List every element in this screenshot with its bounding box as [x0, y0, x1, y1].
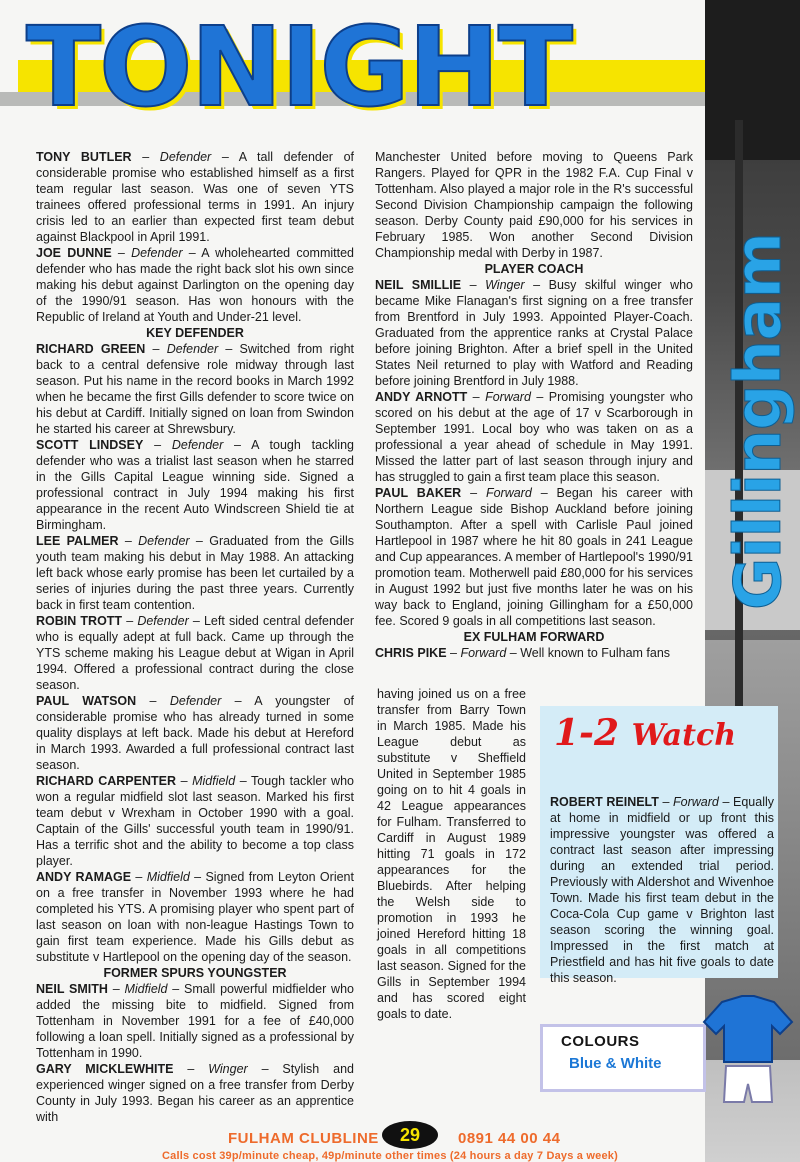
player-bio: Small powerful midfielder who added the missing bite to midfield. Signed from Tottenham in November 1991 for a fee of £40,000 following a loan spell. Initially signed as a professional by Tottenham in 1990.: [36, 982, 354, 1060]
player-position: Defender: [138, 534, 190, 548]
watch-heading-number: 1-2: [554, 712, 620, 754]
player-bio: Tough tackler who won a regular midfield slot last season. Marked his first team debut v Wrexham in October 1990 with a goal. Captain of the Gills' successful youth team in 1990/91. Has a terrific shot and the ability to become a top class player.: [36, 774, 354, 868]
player-entry: ROBIN TROTT – Defender – Left sided central defender who is equally adept at full back. Came up through the YTS scheme making his League debut at Wigan in April 1994. Offered a professional contract during the close season.: [36, 614, 354, 692]
player-bio: A youngster of considerable promise who has already turned in some quality displays at left back. Made his debut at Hereford in March 1993. Awarded a full professional contract last season.: [36, 694, 354, 772]
column-narrow: [377, 686, 526, 1022]
call-charges-note: Calls cost 39p/minute cheap, 49p/minute other times (24 hours a day 7 Days a week): [162, 1150, 618, 1162]
player-entry: CHRIS PIKE – Forward – Well known to Fulham fans: [375, 646, 671, 660]
player-bio: Stylish and experienced winger signed on a free transfer from Derby County in July 1993. Began his career as an apprentice with: [36, 1062, 354, 1124]
player-name: CHRIS PIKE: [375, 646, 447, 660]
player-name: PAUL BAKER: [375, 486, 462, 500]
player-bio: Began his career with Northern League side Bishop Auckland before joining Southampton. After a spell with Carlisle Paul joined Hartlepool in 1987 where he hit 80 goals in 241 League and Cup appearances. A member of Hartlepool's 1990/91 promotion team. Motherwell paid £80,000 for his services in August 1992 but just five months later he was on his way back to England, joining Gillingham for a £50,000 fee. Scored 9 goals in all competitions last season.: [375, 486, 693, 628]
player-position: Midfield: [124, 982, 168, 996]
player-bio: Equally at home in midfield or up front this impressive youngster was offered a contract last season after impressing during an extended trial period. Previously with Aldershot and Wivenhoe Town. Made his first team debut in the Coca-Cola Cup game v Brighton last season scoring the winning goal. Impressed in the first match at Priestfield and has hit five goals to date this season.: [550, 795, 774, 985]
player-bio: A wholehearted committed defender who has made the right back slot his own since making his debut against Darlington on the opening day of the 1990/91 season. Has won honours with the Republic of Ireland at Youth and Under-21 level.: [36, 246, 355, 324]
player-position: Winger: [485, 278, 525, 292]
player-position: Midfield: [192, 774, 236, 788]
player-position: Forward: [485, 486, 532, 500]
player-name: RICHARD GREEN: [36, 342, 146, 356]
player-entry: ANDY ARNOTT – Forward – Promising youngster who scored on his debut at the age of 17 v Scarborough in September 1991. Local boy who was taken on as a professional a year ahead of schedule in May 1991. Missed the latter part of last season through injury and has struggled to gain a first team place this season.: [375, 390, 694, 484]
player-name: ANDY ARNOTT: [375, 390, 468, 404]
player-name: NEIL SMITH: [36, 982, 108, 996]
colours-label: COLOURS: [561, 1033, 640, 1050]
player-bio: Promising youngster who scored on his debut at the age of 17 v Scarborough in September 1991. Local boy who was taken on as a professional a year ahead of schedule in May 1991. Missed the latter part of last season through injury and has struggled to gain a first team place this season.: [375, 390, 694, 484]
player-position: Defender: [166, 342, 219, 356]
player-position: Forward: [485, 390, 531, 404]
player-position: Defender: [137, 614, 189, 628]
player-name: JOE DUNNE: [36, 246, 112, 260]
continued-text: having joined us on a free transfer from Barry Town in March 1985. Made his League debut as substitute v Sheffield United in September 1985 going on to hit 4 goals in 42 League appearances for Fulham. Transferred to Cardiff in August 1989 hitting 71 goals in 172 appearances for the Bluebirds. After helping the Welsh side to promotion in 1993 he joined Hereford hitting 18 goals in all competitions last season. Signed for the Gills in September 1994 and has scored eight goals to date.: [377, 687, 526, 1021]
section-heading: KEY DEFENDER: [146, 326, 244, 340]
player-position: Forward: [460, 646, 507, 660]
player-bio: Graduated from the Gills youth team making his debut in May 1988. An attacking left back whose early promise has been let curtailed by a series of injuries during the past three years. Currently back in first team contention.: [36, 534, 354, 612]
player-entry: RICHARD GREEN – Defender – Switched from right back to a central defensive role midway through last season. Put his name in the record books in March 1992 when he became the first Gills defender to score twice on his debut at Cardiff. Initially signed on loan from Swindon he started his career at Shrewsbury.: [36, 342, 355, 436]
colours-box: [540, 1024, 706, 1092]
column-left: [36, 149, 354, 1125]
column-middle: [375, 149, 693, 661]
player-entry: PAUL WATSON – Defender – A youngster of considerable promise who has already turned in some quality displays at left back. Made his debut at Hereford in March 1993. Awarded a full professional contract last season.: [36, 694, 354, 772]
continued-text: Manchester United before moving to Queens Park Rangers. Played for QPR in the 1982 F.A. Cup Final v Tottenham. Also played a major role in the R's successful Second Division Championship campaign the following season. Derby County paid £90,000 for his services in February 1985. Won another Second Division Championship medal with Derby in 1987.: [375, 150, 693, 260]
player-entry: PAUL BAKER – Forward – Began his career with Northern League side Bishop Auckland before joining Southampton. After a spell with Carlisle Paul joined Hartlepool in 1987 where he hit 80 goals in 241 League and Cup appearances. A member of Hartlepool's 1990/91 promotion team. Motherwell paid £80,000 for his services in August 1992 but just five months later he was on his way back to England, joining Gillingham for a £50,000 fee. Scored 9 goals in all competitions last season.: [375, 486, 693, 628]
one-two-watch-box: [540, 706, 778, 985]
player-bio: A tall defender of considerable promise who established himself as a first team regular last season. Was one of seven YTS trainees offered professional terms in 1991. An injury crisis led to an earlier than expected first team debut against Blackpool in April 1991.: [36, 150, 355, 244]
player-position: Winger: [208, 1062, 248, 1076]
player-name: NEIL SMILLIE: [375, 278, 462, 292]
page-number: 29: [382, 1121, 438, 1149]
player-position: Defender: [169, 694, 222, 708]
stand-roof: [705, 0, 800, 160]
player-entry: NEIL SMITH – Midfield – Small powerful midfielder who added the missing bite to midfield. Signed from Tottenham in November 1991 for a fee of £40,000 following a loan spell. Initially signed as a professional by Tottenham in 1990.: [36, 982, 354, 1060]
player-name: PAUL WATSON: [36, 694, 137, 708]
section-heading: PLAYER COACH: [484, 262, 584, 276]
player-position: Forward: [673, 795, 719, 809]
team-name-vertical: Gillingham: [722, 232, 796, 610]
watch-heading: [554, 712, 736, 754]
player-bio: Switched from right back to a central defensive role midway through last season. Put his name in the record books in March 1992 when he became the first Gills defender to score twice on his debut at Cardiff. Initially signed on loan from Swindon he started his career at Shrewsbury.: [36, 342, 355, 436]
player-entry: SCOTT LINDSEY – Defender – A tough tackling defender who was a trialist last season when he starred in the Gills Capital League winning side. Signed a professional contract in July 1994 making his first appearance in the recent Auto Windscreen Shield tie at Birmingham.: [36, 438, 354, 532]
player-position: Defender: [159, 150, 212, 164]
player-bio: Left sided central defender who is equally adept at full back. Came up through the YTS scheme making his League debut at Wigan in April 1994. Offered a professional contract during the close season.: [36, 614, 354, 692]
player-bio: Well known to Fulham fans: [520, 646, 671, 660]
player-bio: Busy skilful winger who became Mike Flanagan's first signing on a free transfer from Brentford in July 1993. Appointed Player-Coach. Graduated from the apprentice ranks at Crystal Palace before joining Brighton. After a brief spell in the United States Neil returned to play with Watford and Reading before joining Brentford in July 1988.: [375, 278, 693, 388]
player-entry: LEE PALMER – Defender – Graduated from the Gills youth team making his debut in May 1988. An attacking left back whose early promise has been let curtailed by a series of injuries during the past three years. Currently back in first team contention.: [36, 534, 354, 612]
player-name: ROBERT REINELT: [550, 795, 659, 809]
player-position: Midfield: [146, 870, 190, 884]
player-bio: Signed from Leyton Orient on a free transfer in November 1993 where he had completed his YTS. A promising player who spent part of last season on loan with non-league Hastings Town to gain first team experience. Made his Gills debut as substitute v Hartlepool on the opening day of the season.: [36, 870, 354, 964]
player-entry: ANDY RAMAGE – Midfield – Signed from Leyton Orient on a free transfer in November 1993 where he had completed his YTS. A promising player who spent part of last season on loan with non-league Hastings Town to gain first team experience. Made his Gills debut as substitute v Hartlepool on the opening day of the season.: [36, 870, 354, 964]
player-name: ANDY RAMAGE: [36, 870, 132, 884]
player-entry: TONY BUTLER – Defender – A tall defender of considerable promise who established himself as a first team regular last season. Was one of seven YTS trainees offered professional terms in 1991. An injury crisis led to an earlier than expected first team debut against Blackpool in April 1991.: [36, 150, 355, 244]
colours-value: Blue & White: [569, 1055, 662, 1072]
player-name: LEE PALMER: [36, 534, 119, 548]
player-entry: NEIL SMILLIE – Winger – Busy skilful winger who became Mike Flanagan's first signing on a free transfer from Brentford in July 1993. Appointed Player-Coach. Graduated from the apprentice ranks at Crystal Palace before joining Brighton. After a brief spell in the United States Neil returned to play with Watford and Reading before joining Brentford in July 1988.: [375, 278, 693, 388]
page-title: TONIGHT: [26, 3, 571, 131]
kit-shirt-icon: [702, 992, 794, 1112]
player-name: SCOTT LINDSEY: [36, 438, 144, 452]
watch-player-entry: ROBERT REINELT – Forward – Equally at home in midfield or up front this impressive youngster was offered a contract last season after impressing during an extended trial period. Previously with Aldershot and Wivenhoe Town. Made his first team debut in the Coca-Cola Cup game v Brighton last season scoring the winning goal. Impressed in the first match at Priestfield and has hit five goals to date this season.: [550, 795, 774, 985]
player-position: Defender: [171, 438, 224, 452]
player-name: RICHARD CARPENTER: [36, 774, 176, 788]
player-name: TONY BUTLER: [36, 150, 132, 164]
section-heading: FORMER SPURS YOUNGSTER: [103, 966, 287, 980]
clubline-label: FULHAM CLUBLINE: [228, 1130, 379, 1147]
player-entry: GARY MICKLEWHITE – Winger – Stylish and experienced winger signed on a free transfer from Derby County in July 1993. Began his career as an apprentice with: [36, 1062, 354, 1124]
section-heading: EX FULHAM FORWARD: [463, 630, 605, 644]
player-bio: A tough tackling defender who was a trialist last season when he starred in the Gills Capital League winning side. Signed a professional contract in July 1994 making his first appearance in the recent Auto Windscreen Shield tie at Birmingham.: [36, 438, 354, 532]
player-entry: RICHARD CARPENTER – Midfield – Tough tackler who won a regular midfield slot last season. Marked his first team debut v Wrexham in October 1990 with a goal. Captain of the Gills' successful youth team in 1990/91. Has a terrific shot and the ability to become a top class player.: [36, 774, 354, 868]
clubline-phone: 0891 44 00 44: [458, 1130, 561, 1147]
player-entry: JOE DUNNE – Defender – A wholehearted committed defender who has made the right back slot his own since making his debut against Darlington on the opening day of the 1990/91 season. Has won honours with the Republic of Ireland at Youth and Under-21 level.: [36, 246, 355, 324]
player-name: GARY MICKLEWHITE: [36, 1062, 174, 1076]
player-name: ROBIN TROTT: [36, 614, 123, 628]
watch-heading-word: Watch: [631, 718, 737, 753]
player-position: Defender: [131, 246, 183, 260]
